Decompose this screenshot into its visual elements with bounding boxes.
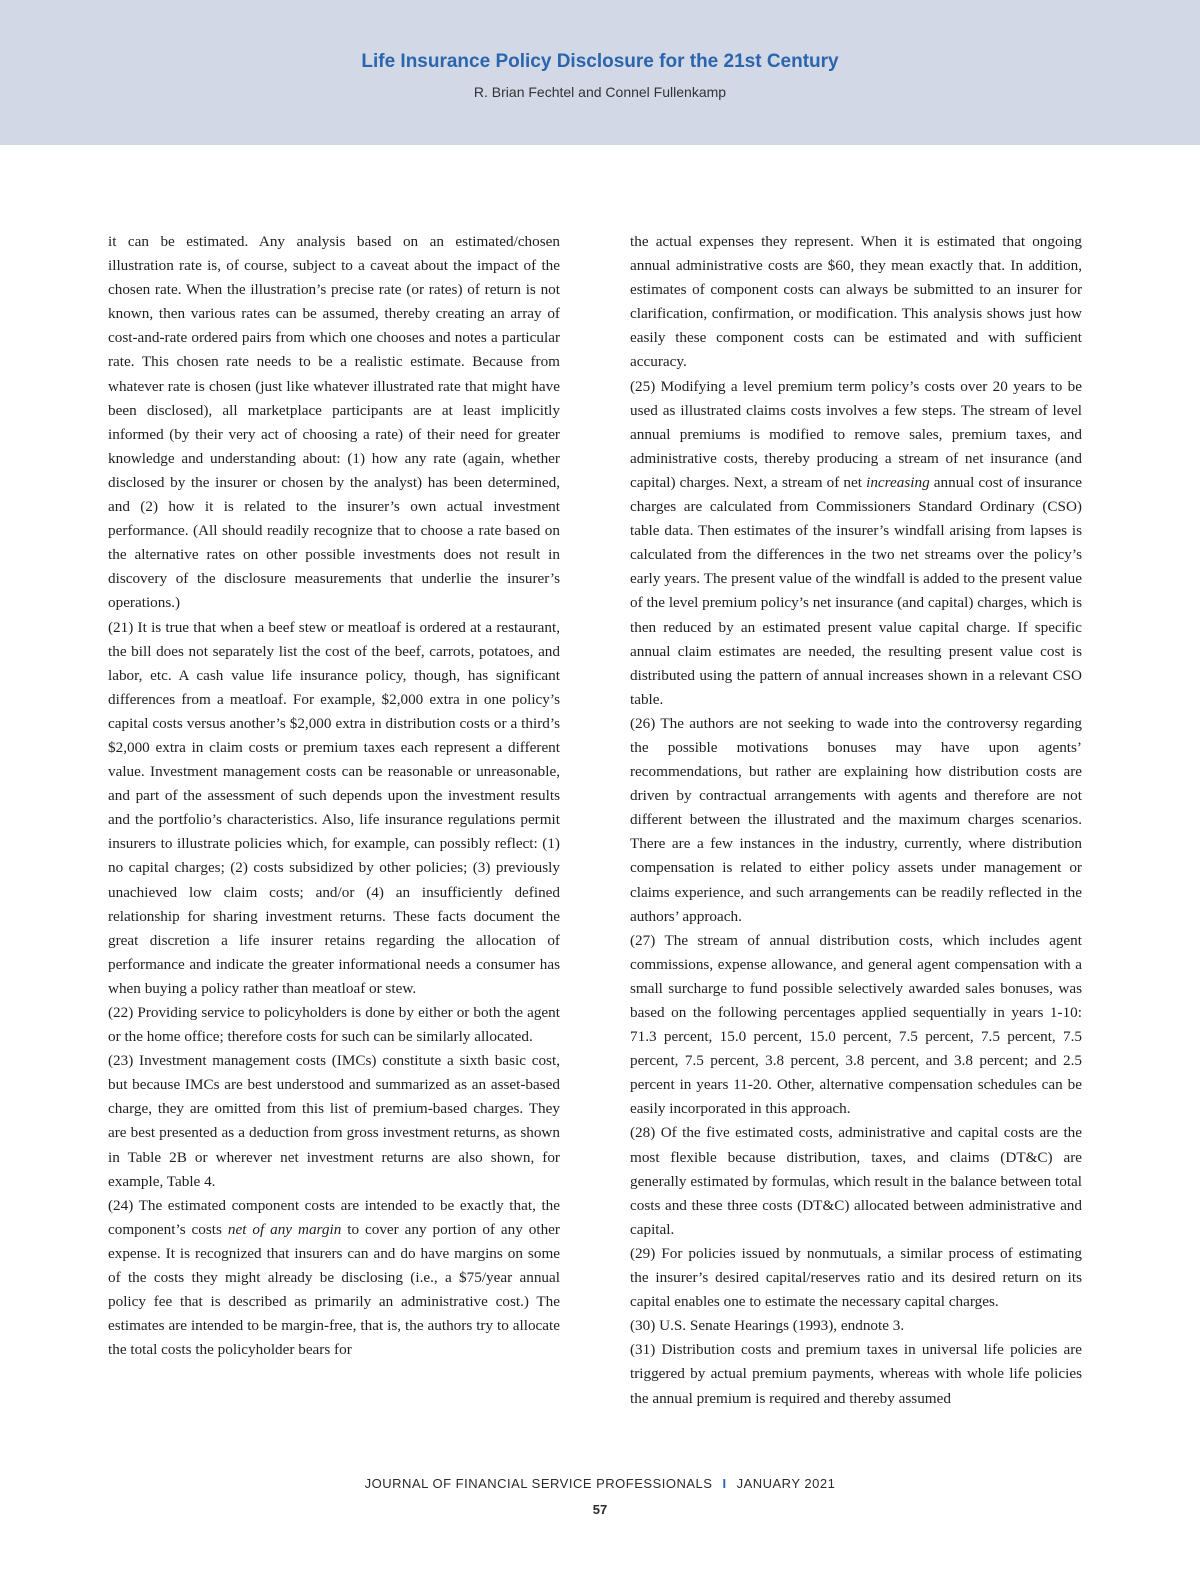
paragraph-continuation: it can be estimated. Any analysis based on an estimated/chosen illustration rate is, of course, subject to a caveat about the impact of the chosen rate. When the illustration’s precise rate (or rates) of return is not known, then various rates can be assumed, thereby creating an array of cost-and-rate ordered pairs from which one chooses and notes a particular rate. This chosen rate needs to be a realistic estimate. Because from whatever rate is chosen (just like whatever illustrated rate that might have been disclosed), all marketplace participants are at least implicitly informed (by their very act of choosing a rate) of their need for greater knowledge and understanding about: (1) how any rate (again, whether disclosed by the insurer or chosen by the analyst) has been determined, and (2) how it is related to the insurer’s own actual investment performance. (All should readily recognize that to choose a rate based on the alternative rates on other possible investments does not result in discovery of the disclosure measurements that underlie the insurer’s operations.) [108, 233, 560, 612]
left-column [108, 230, 560, 1362]
endnote-25-emphasis: increasing [866, 473, 930, 491]
footer-separator: I [722, 1476, 727, 1491]
right-column [630, 230, 1082, 1411]
endnote-27: (27) The stream of annual distribution costs, which includes agent commissions, expense allowance, and general agent compensation with a small surcharge to fund possible selectively awarded sales bonuses, was based on the following percentages applied sequentially in years 1-10: 71.3 percent, 15.0 percent, 15.0 percent, 7.5 percent, 7.5 percent, 7.5 percent, 7.5 percent, 3.8 percent, 3.8 percent, and 3.8 percent; and 2.5 percent in years 11-20. Other, alternative compensation schedules can be easily incorporated in this approach. [630, 931, 1082, 1118]
footer-journal-line [0, 1476, 1200, 1491]
page-number: 57 [592, 1502, 608, 1517]
journal-name: JOURNAL OF FINANCIAL SERVICE PROFESSIONALS [364, 1476, 713, 1491]
article-title: Life Insurance Policy Disclosure for the 21st Century [361, 51, 839, 72]
endnote-21: (21) It is true that when a beef stew or meatloaf is ordered at a restaurant, the bill does not separately list the cost of the beef, carrots, potatoes, and labor, etc. A cash value life insurance policy, though, has significant differences from a meatloaf. For example, $2,000 extra in one policy’s capital costs versus another’s $2,000 extra in distribution costs or a third’s $2,000 extra in claim costs or premium taxes each represent a different value. Investment management costs can be reasonable or unreasonable, and part of the assessment of such depends upon the investment results and the portfolio’s characteristics. Also, life insurance regulations permit insurers to illustrate policies which, for example, can possibly reflect: (1) no capital charges; (2) costs subsidized by other policies; (3) previously unachieved low claim costs; and/or (4) an insufficiently defined relationship for sharing investment returns. These facts document the great discretion a life insurer retains regarding the allocation of performance and indicate the greater informational needs a consumer has when buying a policy rather than meatloaf or stew. [108, 618, 560, 997]
endnote-24 [108, 1194, 560, 1363]
endnote-29: (29) For policies issued by nonmutuals, a similar process of estimating the insurer’s desired capital/reserves ratio and its desired return on its capital enables one to estimate the necessary capital charges. [630, 1244, 1082, 1311]
issue-date: JANUARY 2021 [736, 1476, 836, 1491]
paragraph-continuation-right: the actual expenses they represent. When it is estimated that ongoing annual administrative costs are $60, they mean exactly that. In addition, estimates of component costs can always be submitted to an insurer for clarification, confirmation, or modification. This analysis shows just how easily these component costs can be estimated and with sufficient accuracy. [630, 233, 1082, 371]
endnote-30: (30) U.S. Senate Hearings (1993), endnote 3. [630, 1317, 905, 1335]
endnote-25 [630, 375, 1082, 712]
endnote-28: (28) Of the five estimated costs, administrative and capital costs are the most flexible because distribution, taxes, and claims (DT&C) are generally estimated by formulas, which result in the balance between total costs and these three costs (DT&C) allocated between administrative and capital. [630, 1124, 1082, 1238]
endnote-26: (26) The authors are not seeking to wade into the controversy regarding the possible motivations bonuses may have upon agents’ recommendations, but rather are explaining how distribution costs are driven by contractual arrangements with agents and therefore are not different between the illustrated and the maximum charges scenarios. There are a few instances in the industry, currently, where distribution compensation is related to either policy assets under management or claims experience, and such arrangements can be readily reflected in the authors’ approach. [630, 714, 1082, 925]
endnote-24-text-b: to cover any portion of any other expense. It is recognized that insurers can and do have margins on some of the costs they might already be disclosing (i.e., a $75/year annual policy fee that is described as primarily an administrative cost.) The estimates are intended to be margin-free, that is, the authors try to allocate the total costs the policyholder bears for [108, 1220, 560, 1359]
endnote-25-text-b: annual cost of insurance charges are calculated from Commissioners Standard Ordinary (CSO) table data. Then estimates of the insurer’s windfall arising from lapses is calculated from the differences in the two net streams over the policy’s early years. The present value of the windfall is added to the present value of the level premium policy’s net insurance (and capital) charges, which is then reduced by an estimated present value capital charge. If specific annual claim estimates are needed, the resulting present value cost is distributed using the pattern of annual increases shown in a relevant CSO table. [630, 473, 1082, 708]
endnote-22: (22) Providing service to policyholders is done by either or both the agent or the home office; therefore costs for such can be similarly allocated. [108, 1004, 560, 1046]
endnote-25-text-a: (25) Modifying a level premium term policy’s costs over 20 years to be used as illustrated claims costs involves a few steps. The stream of level annual premiums is modified to remove sales, premium taxes, and administrative costs, thereby producing a stream of net insurance (and capital) charges. Next, a stream of net [630, 377, 1082, 491]
endnote-31: (31) Distribution costs and premium taxes in universal life policies are triggered by actual premium payments, whereas with whole life policies the annual premium is required and thereby assumed [630, 1341, 1082, 1407]
header-band [0, 0, 1200, 145]
endnote-24-text-a: (24) The estimated component costs are intended to be exactly that, the component’s costs [108, 1196, 560, 1238]
endnote-24-emphasis: net of any margin [227, 1220, 342, 1238]
endnote-23: (23) Investment management costs (IMCs) constitute a sixth basic cost, but because IMCs are best understood and summarized as an asset-based charge, they are omitted from this list of premium-based charges. They are best presented as a deduction from gross investment returns, as shown in Table 2B or wherever net investment returns are also shown, for example, Table 4. [108, 1052, 560, 1190]
article-authors: R. Brian Fechtel and Connel Fullenkamp [473, 84, 727, 100]
